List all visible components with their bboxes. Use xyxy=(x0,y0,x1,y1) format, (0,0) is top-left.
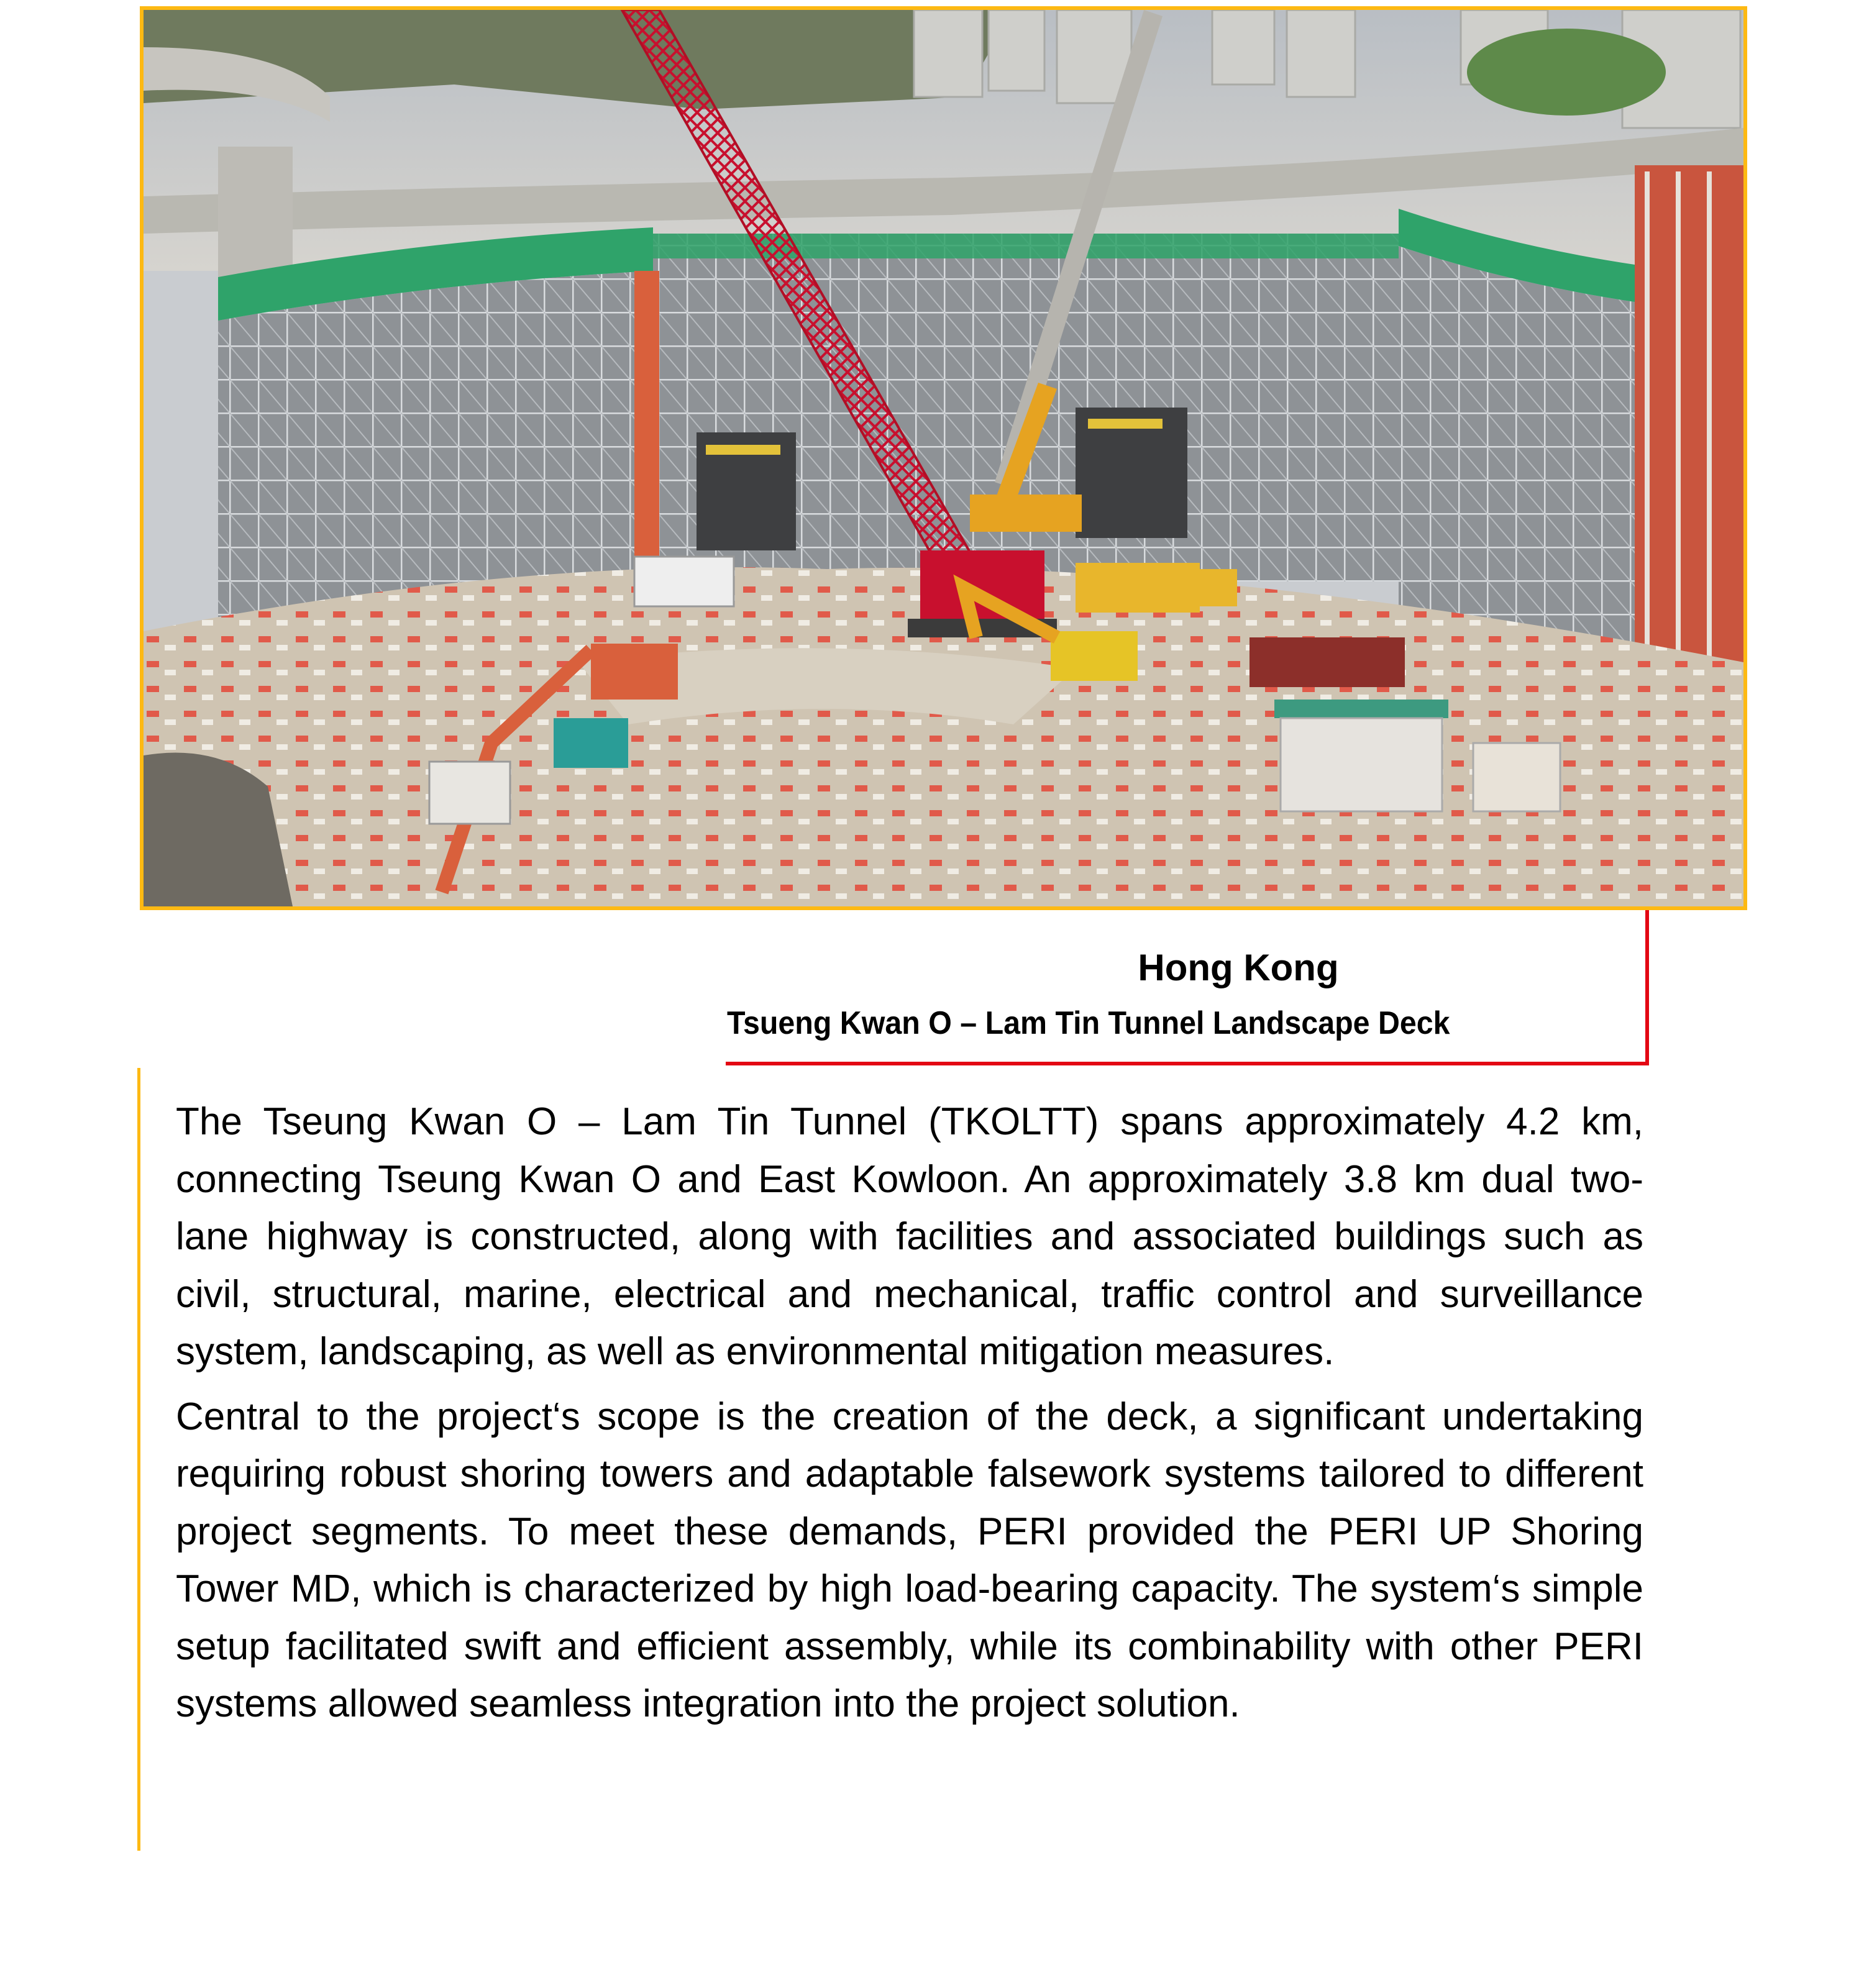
body-text xyxy=(176,1093,1643,1741)
site-cabin xyxy=(1281,718,1442,811)
yellow-crane-carrier xyxy=(970,495,1082,532)
body-accent-bar xyxy=(137,1068,140,1851)
small-cabin xyxy=(429,762,510,824)
dump-truck-bed xyxy=(1076,563,1200,613)
site-cabin-green-roof xyxy=(1274,700,1448,718)
construction-site-illustration xyxy=(144,10,1743,906)
teal-generator xyxy=(554,718,628,768)
excavator-yellow xyxy=(1051,631,1138,681)
trees xyxy=(1467,29,1666,116)
portal-sign-right xyxy=(1088,419,1163,429)
caption-location: Hong Kong xyxy=(1138,947,1339,988)
excavator-orange xyxy=(591,644,678,700)
body-paragraph: Central to the project‘s scope is the creation of the deck, a significant undertaking requiring robust shoring towers and adaptable falsework systems tailored to different project segments. To meet these demands, PERI provided the PERI UP Shoring Tower MD, which is characterized by high load-bearing capacity. The system‘s simple setup facilitated swift and efficient assembly, while its combinability with other PERI systems allowed seamless integration into the project solution. xyxy=(176,1395,1643,1725)
photo-caption xyxy=(726,910,1649,1065)
dump-truck-cab xyxy=(1200,569,1237,606)
truck-white xyxy=(634,557,734,606)
body-paragraph: The Tseung Kwan O – Lam Tin Tunnel (TKOLTT) spans approximately 4.2 km, connecting Tseung Kwan O and East Kowloon. An approximately 3.8 km dual two-lane highway is constructed, along with facilities and associated buildings such as civil, structural, marine, electrical and mechanical, traffic control and surveillance system, landscaping, as well as environmental mitigation measures. xyxy=(176,1100,1643,1373)
portal-sign-left xyxy=(706,445,780,455)
guard-cabin xyxy=(1473,743,1560,811)
shipping-container xyxy=(1250,637,1405,687)
left-orange-column xyxy=(634,271,659,581)
caption-project-title: Tsueng Kwan O – Lam Tin Tunnel Landscape Deck xyxy=(727,1005,1450,1041)
project-photo xyxy=(140,6,1747,910)
